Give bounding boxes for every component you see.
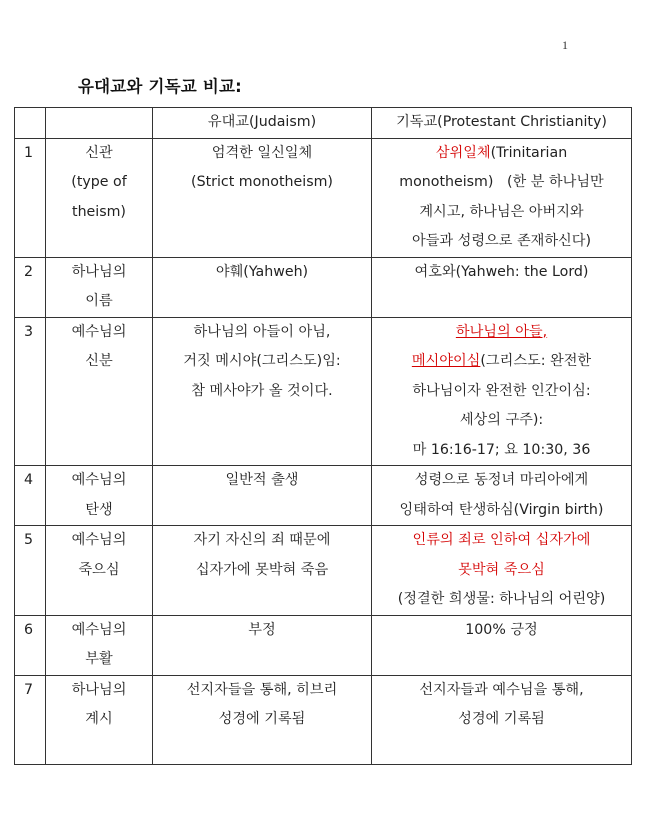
header-judaism-cell: 유대교(Judaism) [153,108,372,139]
christianity-line: 성령으로 동정녀 마리아에게 [414,472,589,488]
category-cell [46,526,153,616]
table-row [15,675,632,764]
category-line: 탄생 [85,501,113,518]
category-line: 예수님의 [71,472,127,488]
christianity-cell [372,257,632,317]
category-cell [46,317,153,466]
category-line: 예수님의 [71,621,127,638]
christianity-line: 마 16:16-17; 요 10:30, 36 [412,441,591,458]
highlighted-text: 하나님의 아들, [455,323,548,340]
judaism-cell [153,526,372,616]
row-number: 7 [15,675,46,764]
christianity-line [374,318,629,348]
highlighted-text: 못박혀 죽으심 [458,561,545,578]
judaism-line: 야훼(Yahweh) [215,263,309,280]
christianity-line: 세상의 구주): [459,412,544,428]
category-line: 계시 [85,711,113,727]
christianity-line [374,347,629,377]
row-number: 6 [15,615,46,675]
header-christianity-cell: 기독교(Protestant Christianity) [372,108,632,139]
judaism-line: 부정 [248,621,276,638]
christianity-line: 성경에 기록됨 [458,711,545,727]
judaism-line: (Strict monotheism) [191,174,333,190]
category-line: 예수님의 [71,532,127,548]
judaism-cell [153,138,372,257]
judaism-line: 엄격한 일신일체 [211,144,313,161]
christianity-cell [372,615,632,675]
christianity-line: 잉태하여 탄생하심(Virgin birth) [399,501,604,518]
category-line: (type of [71,174,127,190]
judaism-cell [153,317,372,466]
page-number: 1 [562,38,568,52]
christianity-cell [372,526,632,616]
table-row [15,257,632,317]
category-line: 신분 [85,353,113,369]
christianity-line [374,139,629,169]
category-line: 이름 [85,293,113,309]
category-cell [46,257,153,317]
highlighted-text: 삼위일체 [435,144,491,161]
category-line: 하나님의 [71,263,127,280]
table-row [15,317,632,466]
row-number: 3 [15,317,46,466]
christianity-line: monotheism) (한 분 하나님만 [399,174,604,190]
table-row [15,138,632,257]
judaism-cell [153,615,372,675]
christianity-line: (정결한 희생물: 하나님의 어린양) [397,591,606,607]
category-line: 부활 [85,651,113,667]
judaism-cell [153,466,372,526]
christianity-text: (그리스도: 완전한 [480,353,592,369]
judaism-line: 일반적 출생 [225,472,299,488]
judaism-line: 십자가에 못박혀 죽음 [195,561,329,578]
christianity-line: 100% 긍정 [465,621,538,638]
judaism-cell [153,257,372,317]
christianity-cell [372,466,632,526]
category-line: 신관 [85,144,113,161]
category-line: 죽으심 [78,561,120,578]
table-row [15,526,632,616]
christianity-cell [372,138,632,257]
christianity-line: 여호와(Yahweh: the Lord) [414,263,589,280]
category-line: 예수님의 [71,323,127,340]
judaism-line: 참 메사야가 올 것이다. [191,382,333,399]
document-title: 유대교와 기독교 비교: [78,77,242,96]
row-number: 1 [15,138,46,257]
christianity-line: 아들과 성령으로 존재하신다) [411,233,592,249]
judaism-line: 하나님의 아들이 아님, [193,323,331,340]
category-cell [46,615,153,675]
christianity-cell [372,675,632,764]
table-header-row [15,108,632,139]
judaism-line: 거짓 메시야(그리스도)임: [183,353,341,369]
category-line: theism) [72,203,126,220]
category-cell [46,675,153,764]
row-number: 4 [15,466,46,526]
christianity-line: 선지자들과 예수님을 통해, [419,681,584,698]
highlighted-text: 인류의 죄로 인하여 십자가에 [412,532,591,548]
comparison-table [14,107,632,765]
header-num-cell [15,108,46,139]
table-row [15,615,632,675]
row-number: 2 [15,257,46,317]
christianity-text: (Trinitarian [490,144,568,161]
table-row [15,466,632,526]
christianity-line: 계시고, 하나님은 아버지와 [419,203,584,220]
christianity-cell [372,317,632,466]
category-line: 하나님의 [71,681,127,698]
christianity-line: 하나님이자 완전한 인간이심: [412,382,591,399]
judaism-cell [153,675,372,764]
judaism-line: 자기 자신의 죄 때문에 [193,532,331,548]
judaism-line: 선지자들을 통해, 히브리 [186,681,338,698]
judaism-line: 성경에 기록됨 [218,711,306,727]
category-cell [46,138,153,257]
category-cell [46,466,153,526]
highlighted-text: 메시야이심 [411,353,481,369]
row-number: 5 [15,526,46,616]
header-category-cell [46,108,153,139]
